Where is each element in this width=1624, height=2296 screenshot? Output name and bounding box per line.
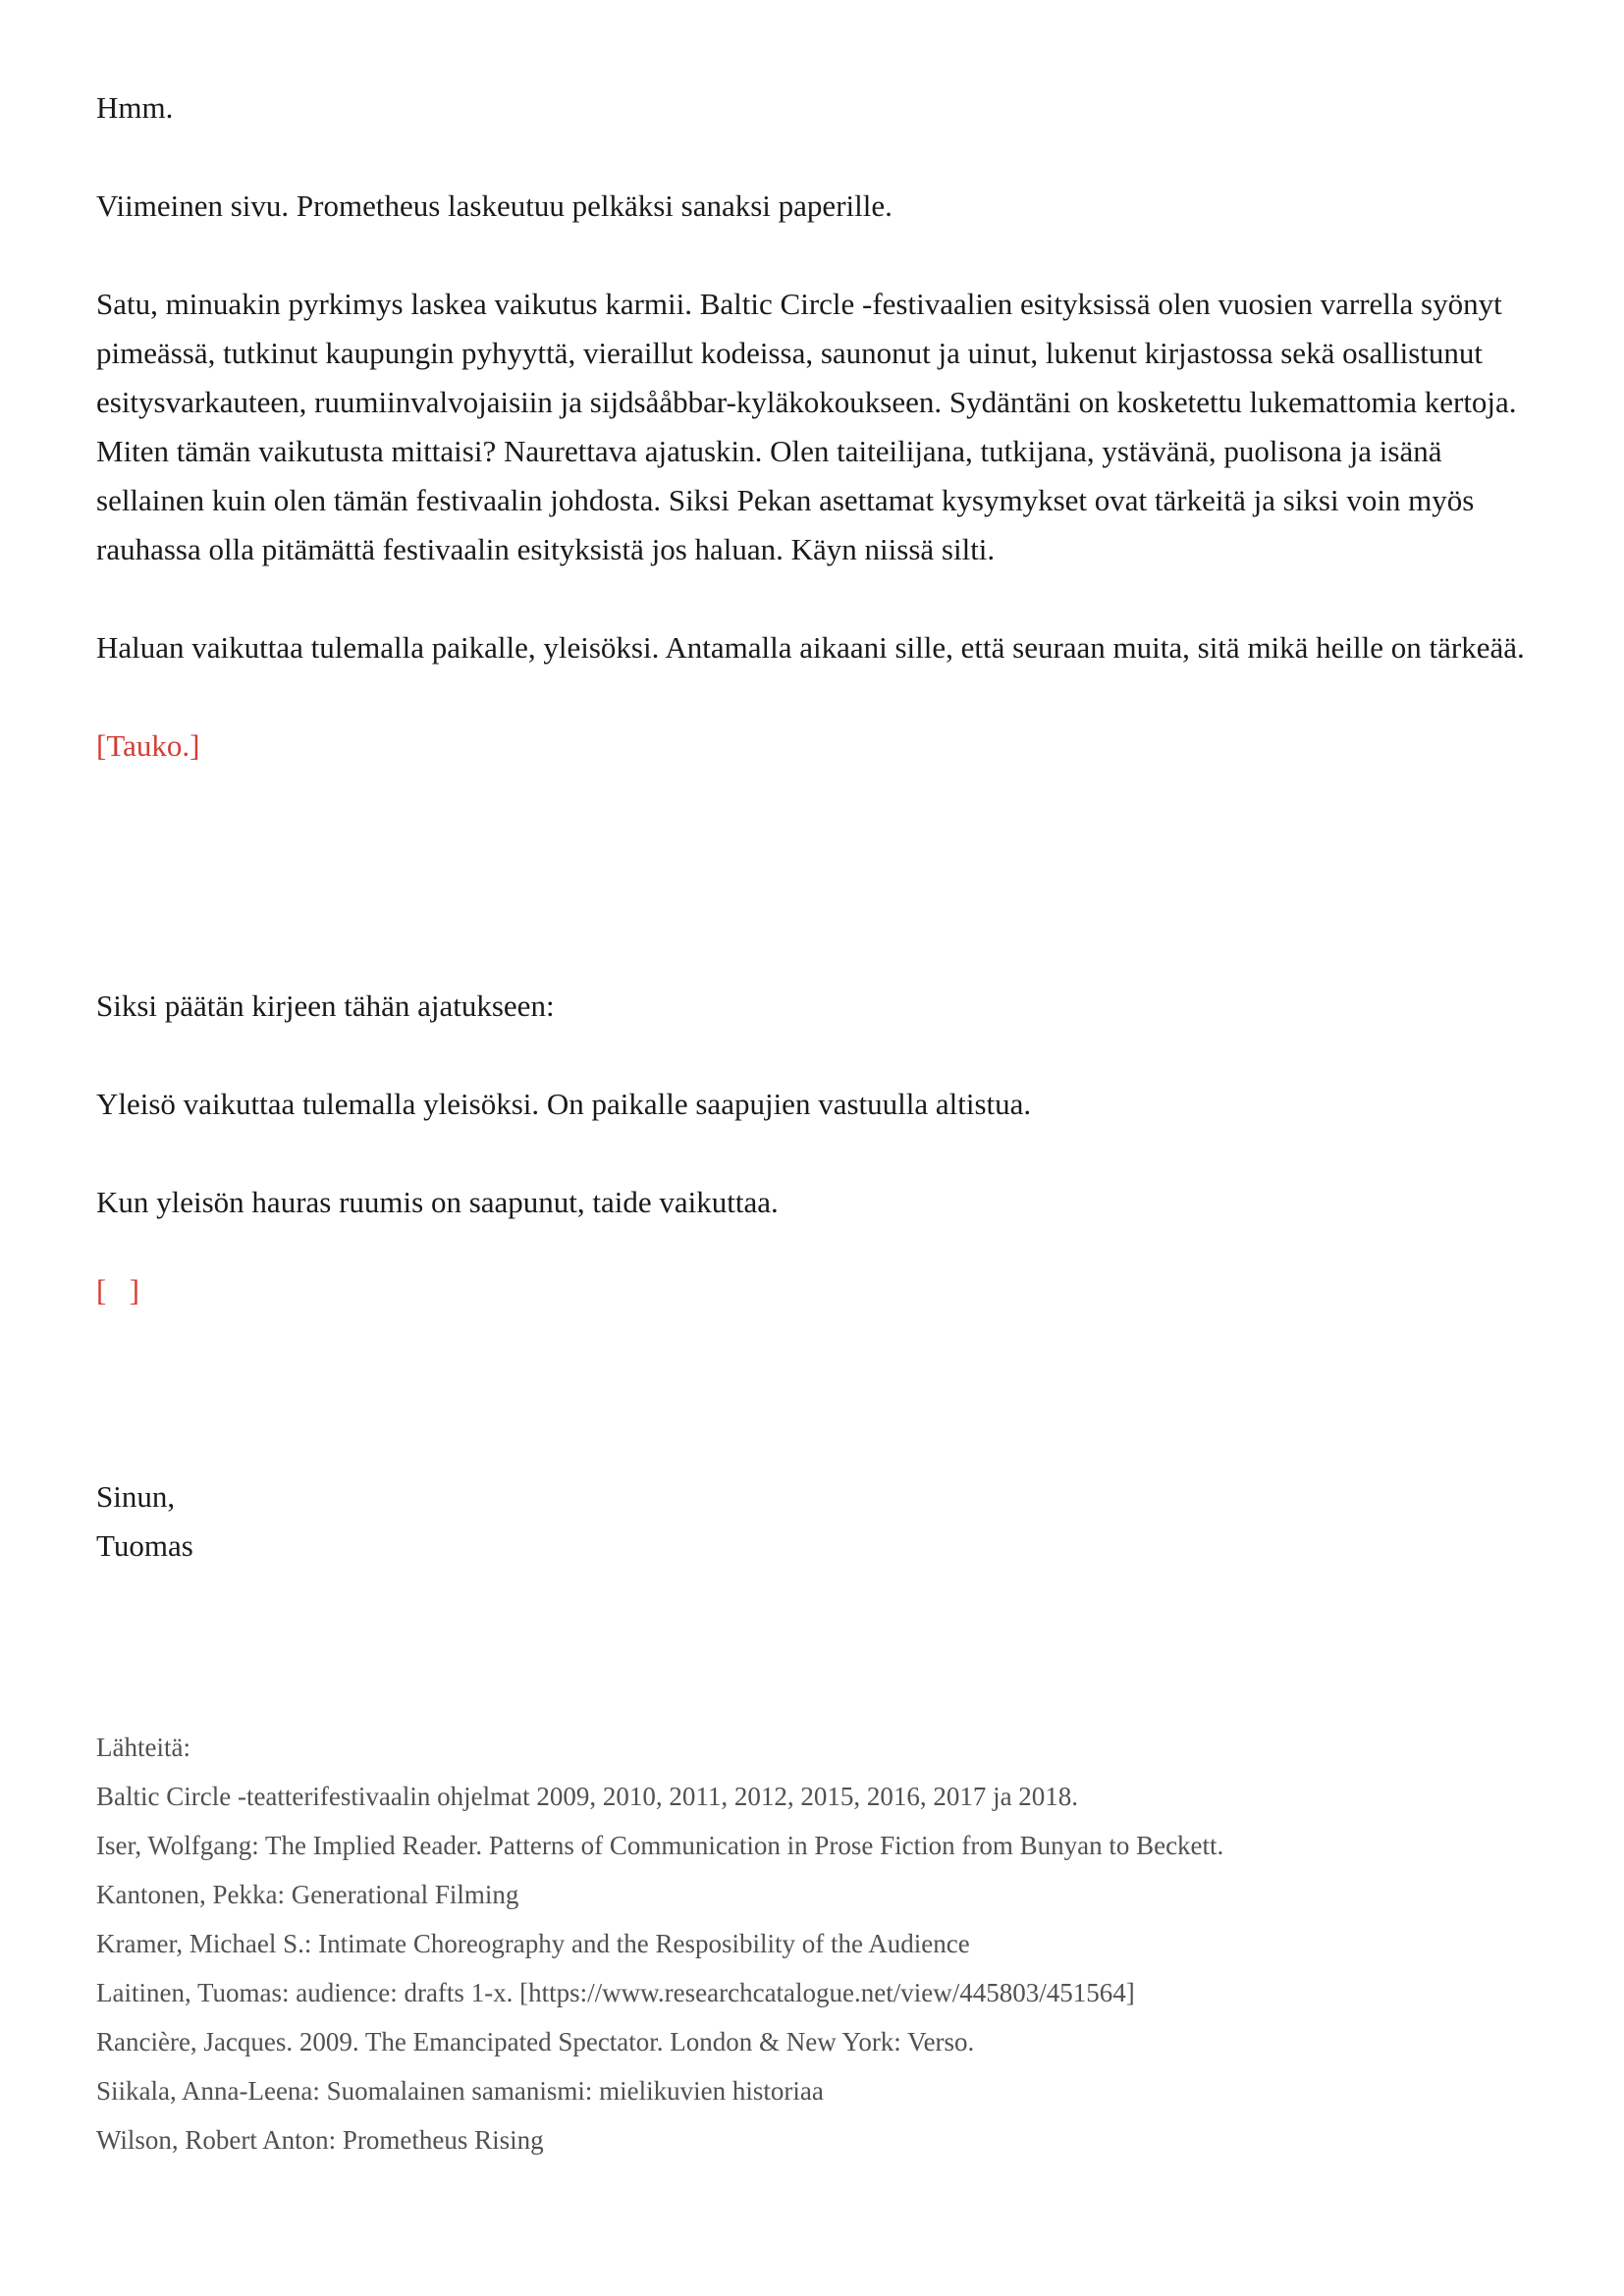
references-heading: Lähteitä:: [96, 1733, 190, 1762]
signature-name: Tuomas: [96, 1528, 193, 1563]
reference-item: Kantonen, Pekka: Generational Filming: [96, 1880, 519, 1909]
paragraph-last-page: Viimeinen sivu. Prometheus laskeutuu pelkäksi sanaksi paperille.: [96, 188, 893, 223]
signature: [96, 1472, 1530, 1571]
paragraph-main-body: Satu, minuakin pyrkimys laskea vaikutus karmii. Baltic Circle -festivaalien esityksissä olen vuosien varrella syönyt pimeässä, tutkinut kaupungin pyhyyttä, vieraillut kodeissa, saunonut ja uinut, lukenut kirjastossa sekä osallistunut esitysvarkauteen, ruumiinvalvojaisiin ja sijdsååbbar-kyläkokoukseen. Sydäntäni on kosketettu lukemattomia kertoja. Miten tämän vaikutusta mittaisi? Naurettava ajatuskin. Olen taiteilijana, tutkijana, ystävänä, puolisona ja isänä sellainen kuin olen tämän festivaalin johdosta. Siksi Pekan asettamat kysymykset ovat tärkeitä ja siksi voin myös rauhassa olla pitämättä festivaalin esityksistä jos haluan. Käyn niissä silti.: [96, 287, 1517, 566]
paragraph-closing-final: Kun yleisön hauras ruumis on saapunut, taide vaikuttaa.: [96, 1185, 779, 1219]
paragraph-haluan-vaikuttaa: Haluan vaikuttaa tulemalla paikalle, yleisöksi. Antamalla aikaani sille, että seuraan muita, sitä mikä heille on tärkeää.: [96, 630, 1525, 665]
reference-item: Kramer, Michael S.: Intimate Choreography and the Resposibility of the Audience: [96, 1929, 970, 1958]
references-section: [96, 1723, 1530, 2164]
signature-salutation: Sinun,: [96, 1479, 176, 1514]
paragraph-closing-statement: Yleisö vaikuttaa tulemalla yleisöksi. On paikalle saapujien vastuulla altistua.: [96, 1087, 1032, 1121]
reference-item: Baltic Circle -teatterifestivaalin ohjelmat 2009, 2010, 2011, 2012, 2015, 2016, 2017 ja 2018.: [96, 1782, 1079, 1811]
reference-item: Iser, Wolfgang: The Implied Reader. Patterns of Communication in Prose Fiction from Bunyan to Beckett.: [96, 1831, 1224, 1860]
paragraph-hmm: Hmm.: [96, 90, 174, 125]
reference-item: Rancière, Jacques. 2009. The Emancipated Spectator. London & New York: Verso.: [96, 2027, 975, 2056]
reference-item: Laitinen, Tuomas: audience: drafts 1-x. [https://www.researchcatalogue.net/view/445803/451564]: [96, 1978, 1135, 2007]
reference-item: Wilson, Robert Anton: Prometheus Rising: [96, 2125, 544, 2155]
paragraph-closing-intro: Siksi päätän kirjeen tähän ajatukseen:: [96, 988, 555, 1023]
empty-brackets-marker: [ ]: [96, 1273, 139, 1308]
pause-marker: [Tauko.]: [96, 728, 200, 763]
reference-item: Siikala, Anna-Leena: Suomalainen samanismi: mielikuvien historiaa: [96, 2076, 824, 2106]
